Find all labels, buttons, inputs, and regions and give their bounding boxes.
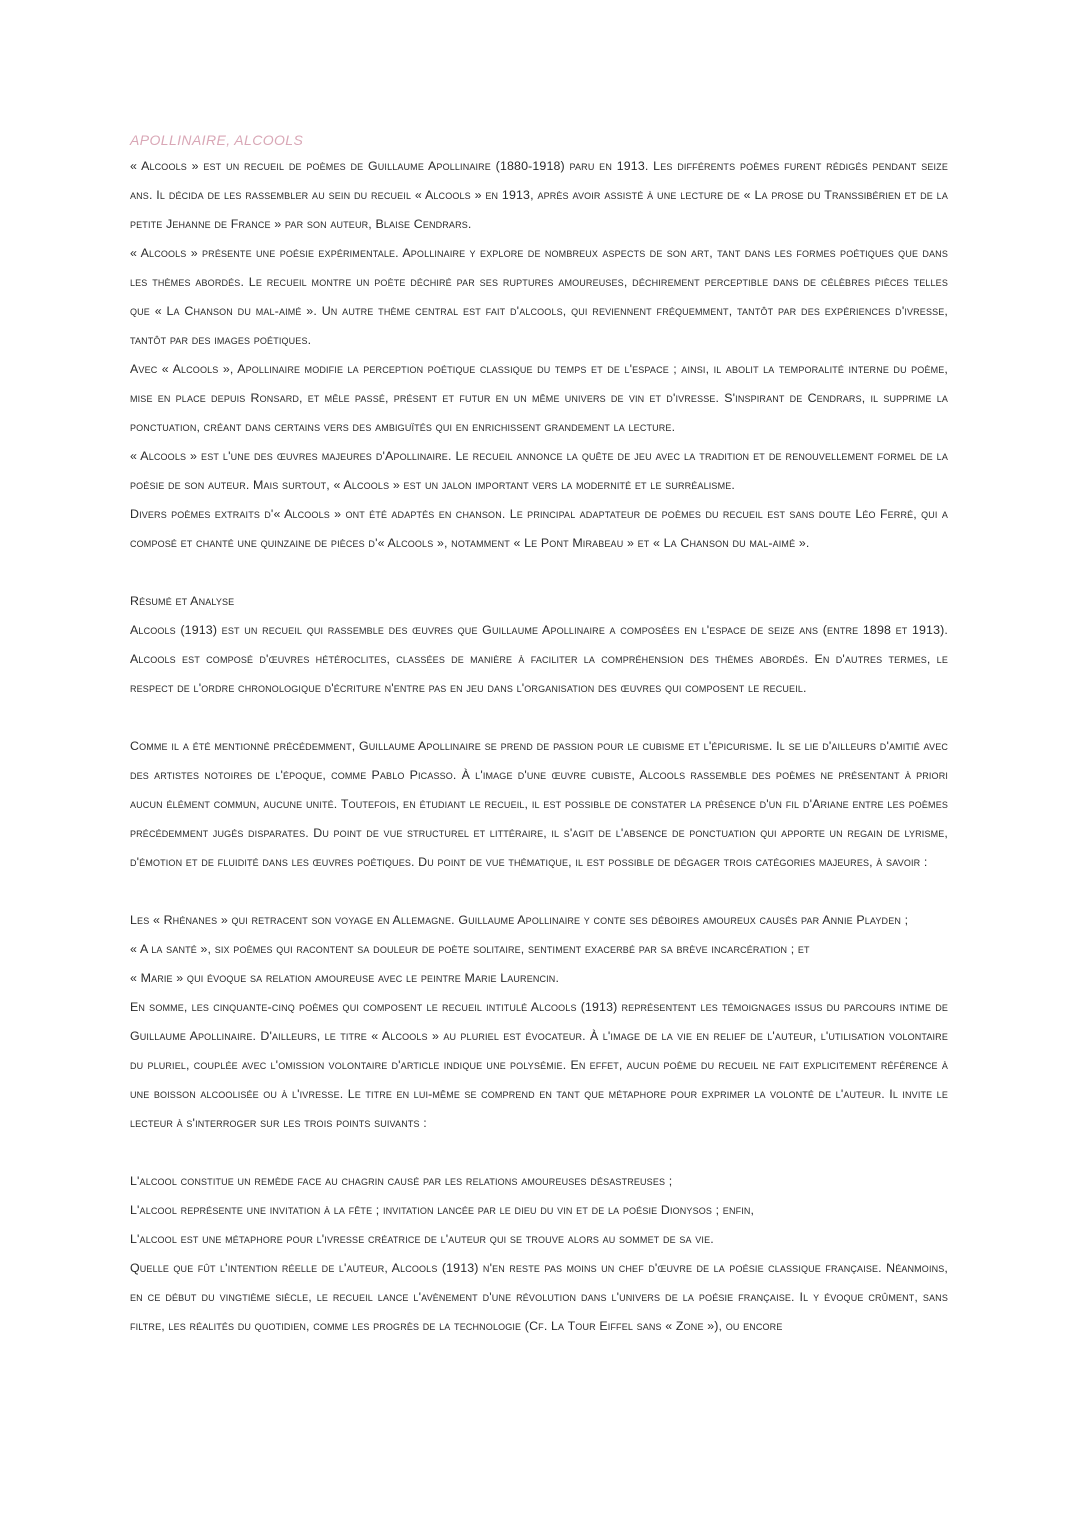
intro-paragraph-1: « Alcools » est un recueil de poèmes de Guillaume Apollinaire (1880-1918) paru en 1913. Les différents poèmes furent rédigés pendant seize ans. Il décida de les rassembler au sein du recueil « Alcools » en 1913, après avoir assisté à une lecture de « La prose du Transsibérien et de la petite Jehanne de France » par son auteur, Blaise Cendrars.: [130, 159, 948, 231]
section-heading: Résumé et Analyse: [130, 594, 235, 608]
point-ivresse: L'alcool est une métaphore pour l'ivresse créatrice de l'auteur qui se trouve alors au sommet de sa vie.: [130, 1232, 714, 1246]
conclusion-paragraph: En somme, les cinquante-cinq poèmes qui composent le recueil intitulé Alcools (1913) représentent les témoignages issus du parcours intime de Guillaume Apollinaire. D'ailleurs, le titre « Alcools » au pluriel est évocateur. À l'image de la vie en relief de l'auteur, l'utilisation volontaire du pluriel, couplée avec l'omission volontaire d'article indique une polysémie. En effet, aucun poème du recueil ne fait explicitement référence à une boisson alcoolisée ou à l'ivresse. Le titre en lui-même se comprend en tant que métaphore pour exprimer la volonté de l'auteur. Il invite le lecteur à s'interroger sur les trois points suivants :: [130, 1000, 948, 1130]
final-paragraph: Quelle que fût l'intention réelle de l'auteur, Alcools (1913) n'en reste pas moins un chef d'œuvre de la poésie classique française. Néanmoins, en ce début du vingtième siècle, le recueil lance l'avènement d'une révolution dans l'univers de la poésie française. Il y évoque crûment, sans filtre, les réalités du quotidien, comme les progrès de la technologie (Cf. La Tour Eiffel sans « Zone »), ou encore: [130, 1261, 948, 1333]
intro-paragraph-2: « Alcools » présente une poésie expérimentale. Apollinaire y explore de nombreux aspects de son art, tant dans les formes poétiques que dans les thèmes abordés. Le recueil montre un poète déchiré par ses ruptures amoureuses, déchirement perceptible dans de célèbres pièces telles que « La Chanson du mal-aimé ». Un autre thème central est fait d'alcools, qui reviennent fréquemment, tantôt par des expériences d'ivresse, tantôt par des images poétiques.: [130, 246, 948, 347]
category-a-la-sante: « A la santé », six poèmes qui racontent sa douleur de poète solitaire, sentiment exacerbé par sa brève incarcération ; et: [130, 942, 810, 956]
spacer: [130, 877, 948, 906]
spacer: [130, 703, 948, 732]
intro-paragraph-3: Avec « Alcools », Apollinaire modifie la perception poétique classique du temps et de l'espace ; ainsi, il abolit la temporalité interne du poème, mise en place depuis Ronsard, et mêle passé, présent et futur en un même univers de vin et d'ivresse. S'inspirant de Cendrars, il supprime la ponctuation, créant dans certains vers des ambiguïtés qui en enrichissent grandement la lecture.: [130, 362, 948, 434]
spacer: [130, 1138, 948, 1167]
point-fete: L'alcool représente une invitation à la fête ; invitation lancée par le dieu du vin et de la poésie Dionysos ; enfin,: [130, 1203, 755, 1217]
document-page: [130, 132, 948, 1341]
intro-paragraph-5: Divers poèmes extraits d'« Alcools » ont été adaptés en chanson. Le principal adaptateur de poèmes du recueil est sans doute Léo Ferré, qui a composé et chanté une quinzaine de pièces d'« Alcools », notamment « Le Pont Mirabeau » et « La Chanson du mal-aimé ».: [130, 507, 948, 550]
intro-paragraph-4: « Alcools » est l'une des œuvres majeures d'Apollinaire. Le recueil annonce la quête de jeu avec la tradition et de renouvellement formel de la poésie de son auteur. Mais surtout, « Alcools » est un jalon important vers la modernité et le surréalisme.: [130, 449, 948, 492]
analysis-paragraph: Comme il a été mentionné précédemment, Guillaume Apollinaire se prend de passion pour le cubisme et l'épicurisme. Il se lie d'ailleurs d'amitié avec des artistes notoires de l'époque, comme Pablo Picasso. À l'image d'une œuvre cubiste, Alcools rassemble des poèmes ne présentant à priori aucun élément commun, aucune unité. Toutefois, en étudiant le recueil, il est possible de constater la présence d'un fil d'Ariane entre les poèmes précédemment jugés disparates. Du point de vue structurel et littéraire, il s'agit de l'absence de ponctuation qui apporte un regain de lyrisme, d'émotion et de fluidité dans les œuvres poétiques. Du point de vue thématique, il est possible de dégager trois catégories majeures, à savoir :: [130, 739, 948, 869]
point-remede: L'alcool constitue un remède face au chagrin causé par les relations amoureuses désastreuses ;: [130, 1174, 673, 1188]
category-rhenanes: Les « Rhénanes » qui retracent son voyage en Allemagne. Guillaume Apollinaire y conte ses déboires amoureux causés par Annie Playden ;: [130, 913, 909, 927]
category-marie: « Marie » qui évoque sa relation amoureuse avec le peintre Marie Laurencin.: [130, 971, 560, 985]
document-title: APOLLINAIRE, ALCOOLS: [130, 132, 304, 148]
spacer: [130, 558, 948, 587]
summary-paragraph: Alcools (1913) est un recueil qui rassemble des œuvres que Guillaume Apollinaire a composées en l'espace de seize ans (entre 1898 et 1913). Alcools est composé d'œuvres hétéroclites, classées de manière à faciliter la compréhension des thèmes abordés. En d'autres termes, le respect de l'ordre chronologique d'écriture n'entre pas en jeu dans l'organisation des œuvres qui composent le recueil.: [130, 623, 948, 695]
